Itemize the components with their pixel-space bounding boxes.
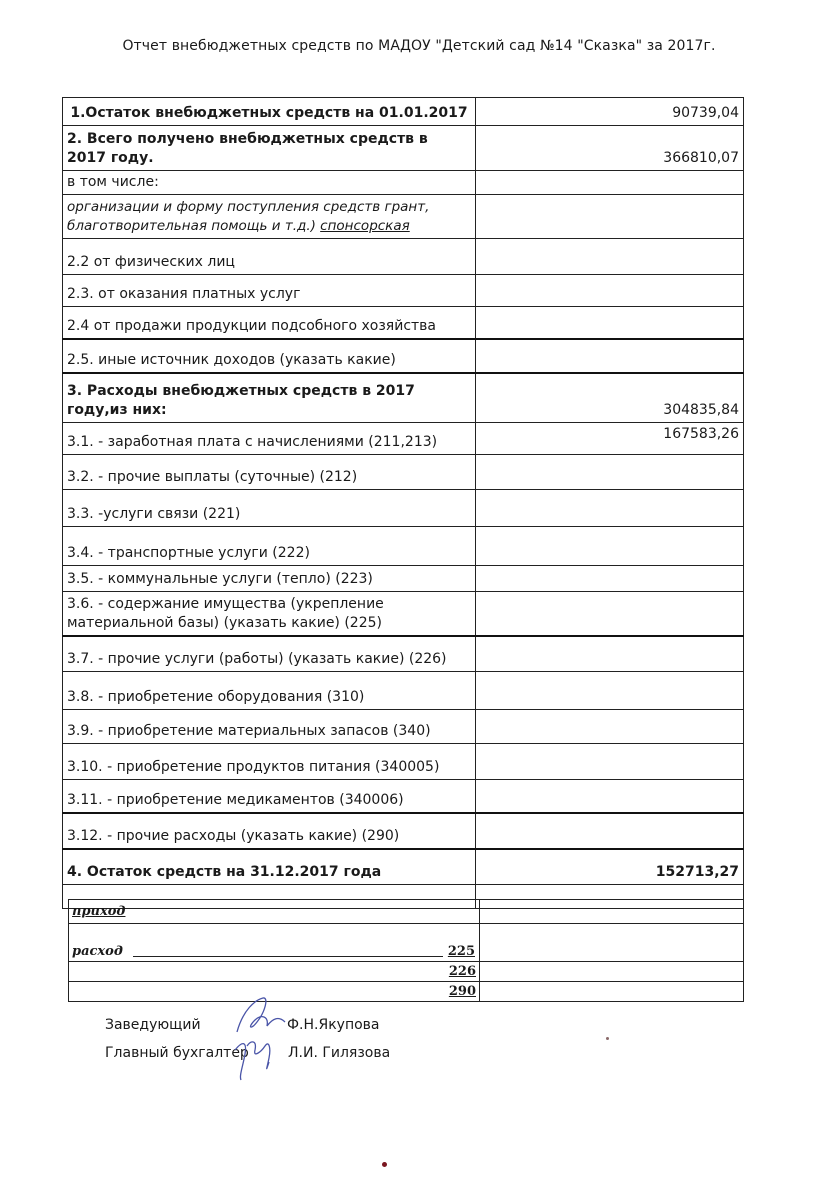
row-label: 4. Остаток средств на 31.12.2017 года (63, 849, 476, 885)
row-value (476, 171, 744, 195)
row-value (476, 780, 744, 813)
row-value (476, 744, 744, 780)
row-value (476, 195, 744, 239)
row-value (476, 636, 744, 672)
rashod-label: расход (72, 944, 123, 959)
table-row (63, 592, 744, 636)
rashod-value (480, 924, 744, 962)
table-row (63, 710, 744, 744)
signature-scribble (225, 992, 295, 1082)
head-name: Ф.Н.Якупова (287, 1017, 380, 1033)
rashod-cell (69, 924, 480, 962)
row-label: 3.12. - прочие расходы (указать какие) (290) (63, 813, 476, 849)
row-label: 3.6. - содержание имущества (укрепление материальной базы) (указать какие) (225) (63, 592, 476, 636)
rashod-code-225: 225 (447, 944, 475, 959)
table-row (69, 982, 744, 1002)
code-226-value (480, 962, 744, 982)
table-row (63, 98, 744, 126)
table-row (63, 339, 744, 373)
table-row (69, 924, 744, 962)
accountant-role: Главный бухгалтер (105, 1045, 249, 1061)
row-value (476, 672, 744, 710)
table-row (63, 373, 744, 423)
row-value: 304835,84 (476, 373, 744, 423)
table-row (63, 423, 744, 455)
row-value (476, 710, 744, 744)
table-row (63, 636, 744, 672)
table-row (63, 672, 744, 710)
table-row (63, 126, 744, 171)
row-value: 167583,26 (476, 423, 744, 455)
row-value (476, 339, 744, 373)
row-label: 3.2. - прочие выплаты (суточные) (212) (63, 455, 476, 490)
table-row (63, 307, 744, 339)
code-290-value (480, 982, 744, 1002)
row-value (476, 592, 744, 636)
report-table (62, 97, 744, 909)
row-value (476, 527, 744, 566)
row-label: 3.4. - транспортные услуги (222) (63, 527, 476, 566)
row-label: 3.8. - приобретение оборудования (310) (63, 672, 476, 710)
row-label: 3.3. -услуги связи (221) (63, 490, 476, 527)
row-label: 2.3. от оказания платных услуг (63, 275, 476, 307)
row-label: 3.5. - коммунальные услуги (тепло) (223) (63, 566, 476, 592)
row-label: в том числе: (63, 171, 476, 195)
table-row (63, 195, 744, 239)
prihod-label: приход (69, 900, 480, 924)
row-label: 2.4 от продажи продукции подсобного хозяйства (63, 307, 476, 339)
row-value (476, 455, 744, 490)
row-label: 2.5. иные источник доходов (указать какие) (63, 339, 476, 373)
row-label (63, 195, 476, 239)
row-label: 3.7. - прочие услуги (работы) (указать какие) (226) (63, 636, 476, 672)
row-label: 2.2 от физических лиц (63, 239, 476, 275)
row-value: 152713,27 (476, 849, 744, 885)
row-label-underlined: спонсорская (320, 218, 410, 234)
table-row (63, 527, 744, 566)
table-row (63, 171, 744, 195)
accountant-name: Л.И. Гилязова (288, 1045, 391, 1061)
row-value (476, 813, 744, 849)
row-value: 90739,04 (476, 98, 744, 126)
ink-dot (606, 1037, 609, 1040)
row-label: 3.10. - приобретение продуктов питания (340005) (63, 744, 476, 780)
row-value (476, 307, 744, 339)
page-title: Отчет внебюджетных средств по МАДОУ "Детский сад №14 "Сказка" за 2017г. (122, 38, 716, 54)
row-label: 1.Остаток внебюджетных средств на 01.01.2017 (63, 98, 476, 126)
code-290: 290 (69, 982, 480, 1002)
row-label: 2. Всего получено внебюджетных средств в 2017 году. (63, 126, 476, 171)
table-row (63, 490, 744, 527)
ink-dot (382, 1162, 387, 1167)
row-label: 3.11. - приобретение медикаментов (340006) (63, 780, 476, 813)
table-row (69, 900, 744, 924)
table-row (63, 566, 744, 592)
row-value (476, 566, 744, 592)
row-value (476, 239, 744, 275)
row-label: 3.9. - приобретение материальных запасов (340) (63, 710, 476, 744)
row-value: 366810,07 (476, 126, 744, 171)
row-value (476, 275, 744, 307)
table-row (63, 275, 744, 307)
row-value (476, 490, 744, 527)
table-row (69, 962, 744, 982)
code-226: 226 (69, 962, 480, 982)
table-row (63, 455, 744, 490)
row-label: 3. Расходы внебюджетных средств в 2017 году,из них: (63, 373, 476, 423)
table-row (63, 239, 744, 275)
table-row (63, 849, 744, 885)
row-label: 3.1. - заработная плата с начислениями (211,213) (63, 423, 476, 455)
row-label-text: организации и форму поступления средств грант, благотворительная помощь и т.д.) (67, 199, 430, 234)
rashod-underline (133, 956, 443, 957)
prihod-rashod-table (68, 899, 744, 1002)
head-role: Заведующий (105, 1017, 201, 1033)
table-row (63, 813, 744, 849)
table-row (63, 780, 744, 813)
table-row (63, 744, 744, 780)
prihod-value (480, 900, 744, 924)
